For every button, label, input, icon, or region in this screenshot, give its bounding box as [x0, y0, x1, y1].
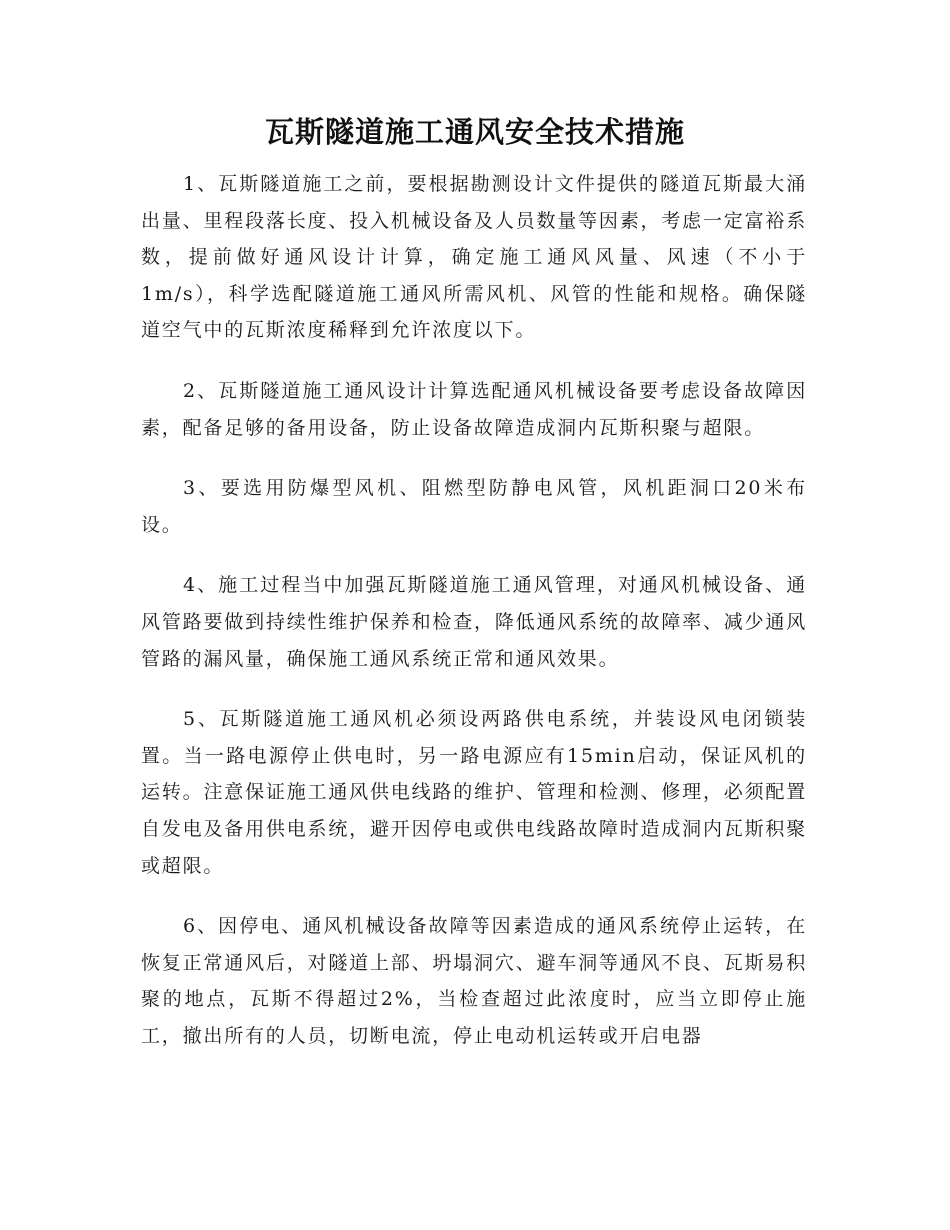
paragraph-3: 3、要选用防爆型风机、阻燃型防静电风管，风机距洞口20米布设。: [141, 477, 807, 536]
paragraph-5: 5、瓦斯隧道施工通风机必须设两路供电系统，并装设风电闭锁装置。当一路电源停止供电时，另一路电源应有15min启动，保证风机的运转。注意保证施工通风供电线路的维护、管理和检测、修理，必须配置自发电及备用供电系统，避开因停电或供电线路故障时造成洞内瓦斯积聚或超限。: [141, 708, 807, 877]
paragraph-1: 1、瓦斯隧道施工之前，要根据勘测设计文件提供的隧道瓦斯最大涌出量、里程段落长度、投入机械设备及人员数量等因素，考虑一定富裕系数，提前做好通风设计计算，确定施工通风风量、风速（不小于1m/s），科学选配隧道施工通风所需风机、风管的性能和规格。确保隧道空气中的瓦斯浓度稀释到允许浓度以下。: [141, 173, 807, 342]
document-title: 瓦斯隧道施工通风安全技术措施: [264, 115, 685, 149]
paragraph-4: 4、施工过程当中加强瓦斯隧道施工通风管理，对通风机械设备、通风管路要做到持续性维护保养和检查，降低通风系统的故障率、减少通风管路的漏风量，确保施工通风系统正常和通风效果。: [141, 574, 807, 670]
document-body: [141, 166, 807, 1078]
paragraph-6: 6、因停电、通风机械设备故障等因素造成的通风系统停止运转，在恢复正常通风后，对隧道上部、坍塌洞穴、避车洞等通风不良、瓦斯易积聚的地点，瓦斯不得超过2%，当检查超过此浓度时，应当立即停止施工，撤出所有的人员，切断电流，停止电动机运转或开启电器: [141, 915, 807, 1047]
paragraph-2: 2、瓦斯隧道施工通风设计计算选配通风机械设备要考虑设备故障因素，配备足够的备用设备，防止设备故障造成洞内瓦斯积聚与超限。: [141, 379, 807, 439]
